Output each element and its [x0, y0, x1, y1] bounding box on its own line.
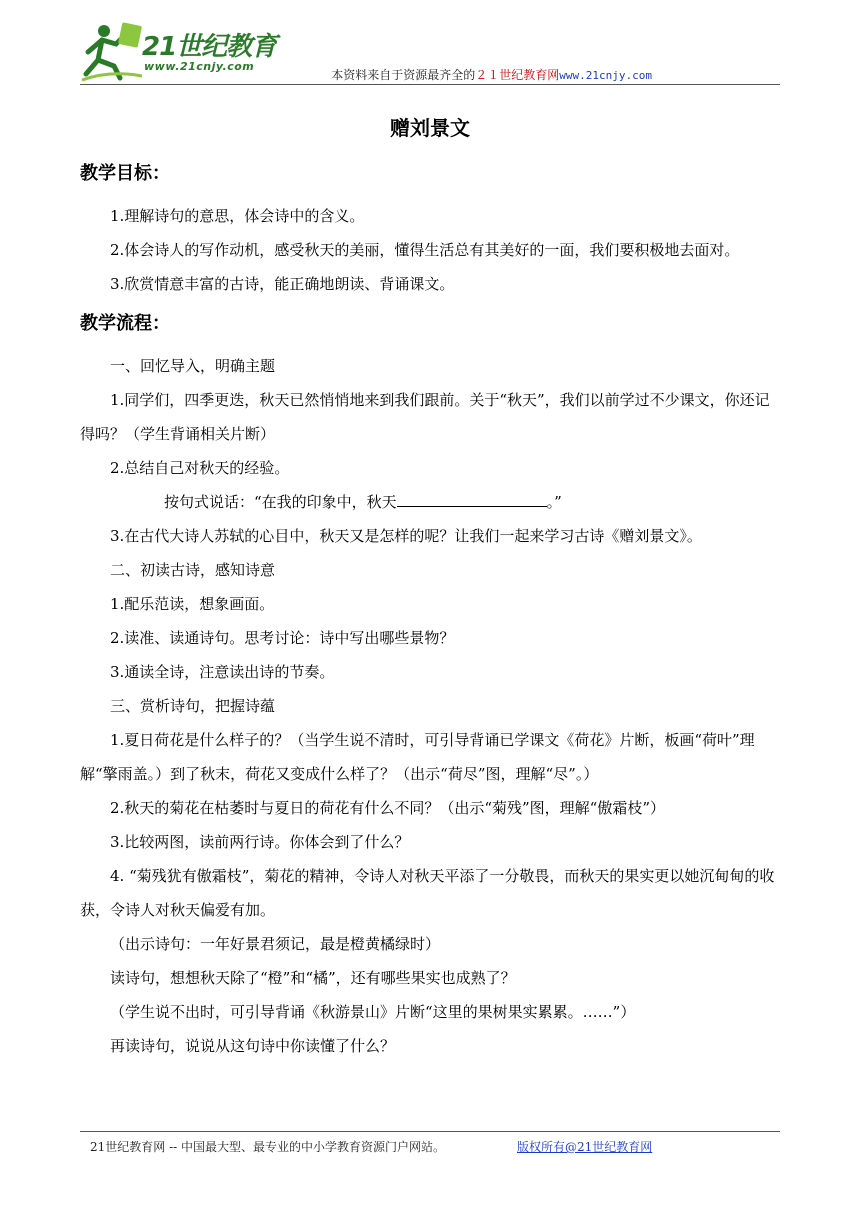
tagline-prefix: 本资料来自于资源最齐全的	[331, 68, 476, 82]
process-item: 1.夏日荷花是什么样子的？（当学生说不清时，可引导背诵已学课文《荷花》片断，板画“荷叶”理解“擎雨盖。）到了秋末，荷花又变成什么样了？（出示“荷尽”图，理解“尽”。）	[80, 731, 755, 783]
logo	[80, 22, 290, 82]
process-item: 3.通读全诗，注意读出诗的节奏。	[110, 663, 335, 681]
runner-logo-icon	[80, 22, 144, 82]
page-header	[80, 22, 780, 84]
sentence-pattern	[80, 485, 780, 519]
footer-divider	[80, 1131, 780, 1132]
header-tagline	[331, 66, 652, 83]
process-item: 二、初读古诗，感知诗意	[110, 561, 276, 579]
sentence-pattern-prefix: 按句式说话：“在我的印象中，秋天	[164, 493, 397, 511]
sentence-pattern-suffix: 。”	[546, 493, 562, 511]
process-item: 1.配乐范读，想象画面。	[110, 595, 275, 613]
process-item: 2.秋天的菊花在枯萎时与夏日的荷花有什么不同？（出示“菊残”图，理解“傲霜枝”）	[110, 799, 665, 817]
footer-text: 21世纪教育网 -- 中国最大型、最专业的中小学教育资源门户网站。	[90, 1140, 446, 1154]
process-item: 1.同学们，四季更迭，秋天已然悄悄地来到我们跟前。关于“秋天”，我们以前学过不少课文，你还记得吗？（学生背诵相关片断）	[80, 391, 770, 443]
process-item: 2.读准、读通诗句。思考讨论：诗中写出哪些景物？	[110, 629, 455, 647]
document-title: 赠刘景文	[390, 116, 470, 140]
process-item: 读诗句，想想秋天除了“橙”和“橘”，还有哪些果实也成熟了？	[110, 969, 516, 987]
process-item: 4. “菊残犹有傲霜枝”，菊花的精神，令诗人对秋天平添了一分敬畏，而秋天的果实更以她沉甸甸的收获，令诗人对秋天偏爱有加。	[80, 867, 775, 919]
process-item: 3.比较两图，读前两行诗。你体会到了什么？	[110, 833, 410, 851]
page-footer	[90, 1138, 653, 1155]
process-item: 一、回忆导入，明确主题	[110, 357, 276, 375]
process-item: 2.总结自己对秋天的经验。	[110, 459, 290, 477]
objective-item: 2.体会诗人的写作动机，感受秋天的美丽，懂得生活总有其美好的一面，我们要积极地去面对。	[110, 241, 740, 259]
header-divider	[80, 84, 780, 85]
process-item: （学生说不出时，可引导背诵《秋游景山》片断“这里的果树果实累累。……”）	[110, 1003, 636, 1021]
objectives-heading: 教学目标：	[80, 163, 170, 184]
objective-item: 3.欣赏情意丰富的古诗，能正确地朗读、背诵课文。	[110, 275, 455, 293]
process-item: 再读诗句，说说从这句诗中你读懂了什么？	[110, 1037, 396, 1055]
tagline-site: ２１世纪教育网	[475, 68, 560, 82]
process-heading: 教学流程：	[80, 313, 170, 334]
process-item: 三、赏析诗句，把握诗蕴	[110, 697, 276, 715]
tagline-url[interactable]: www.21cnjy.com	[559, 69, 652, 82]
logo-url-text: www.21cnjy.com	[144, 60, 255, 73]
document-body	[80, 112, 780, 1063]
process-item: 3.在古代大诗人苏轼的心目中，秋天又是怎样的呢？让我们一起来学习古诗《赠刘景文》。	[110, 527, 702, 545]
logo-brand-text: 21世纪教育	[142, 32, 277, 62]
objective-item: 1.理解诗句的意思，体会诗中的含义。	[110, 207, 365, 225]
copyright-link[interactable]: 版权所有@21世纪教育网	[517, 1140, 653, 1154]
fill-in-blank	[397, 490, 547, 507]
process-item: （出示诗句：一年好景君须记，最是橙黄橘绿时）	[110, 935, 441, 953]
